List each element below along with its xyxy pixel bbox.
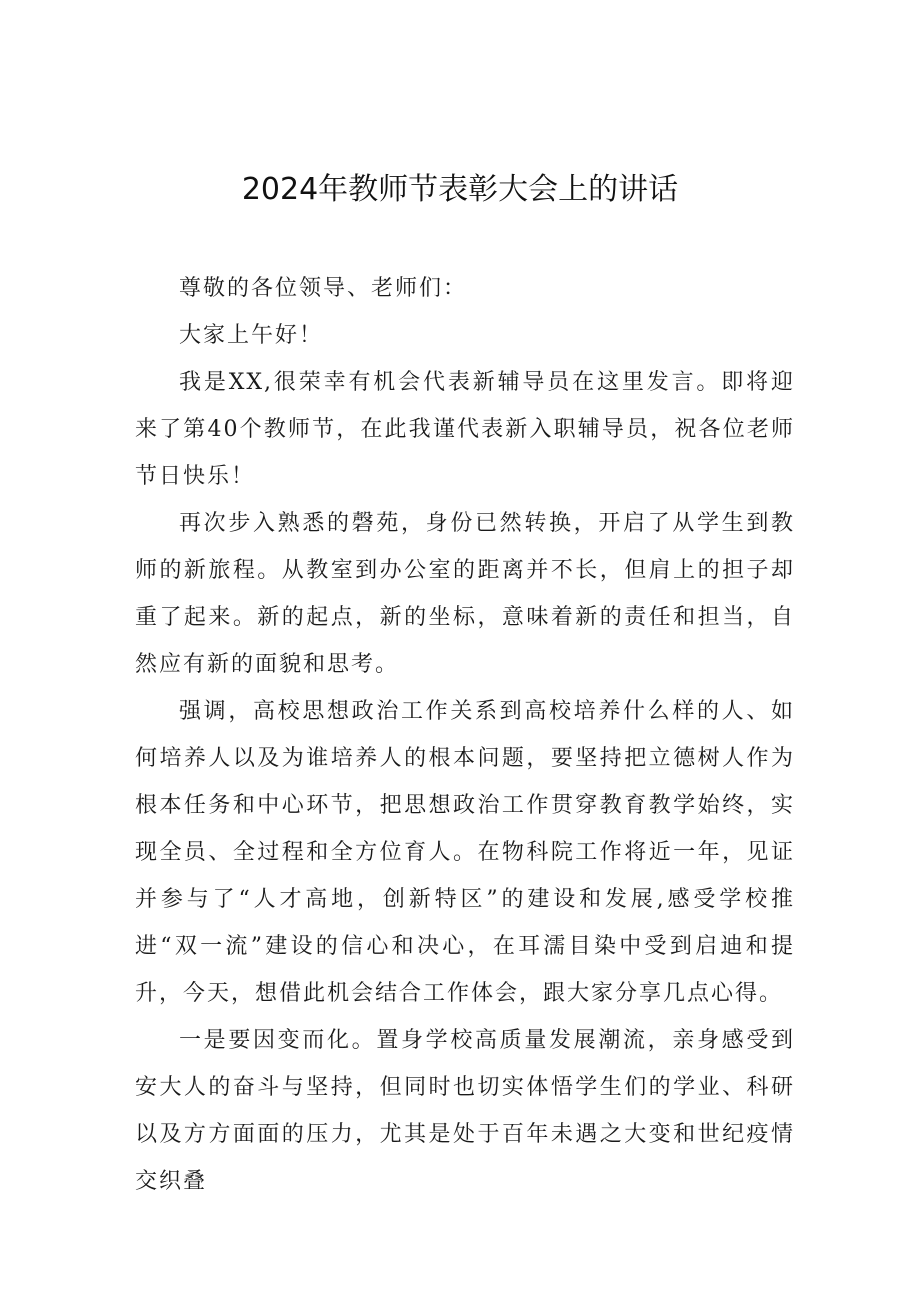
paragraph: 强调，高校思想政治工作关系到高校培养什么样的人、如何培养人以及为谁培养人的根本问题，要坚持把立德树人作为根本任务和中心环节，把思想政治工作贯穿教育教学始终，实现全员、全过程和全方位育人。在物科院工作将近一年，见证并参与了“人才高地，创新特区”的建设和发展,感受学校推进“双一流”建设的信心和决心，在耳濡目染中受到启迪和提升，今天，想借此机会结合工作体会，跟大家分享几点心得。 xyxy=(135,699,795,1006)
paragraph: 我是XX,很荣幸有机会代表新辅导员在这里发言。即将迎来了第40个教师节，在此我谨代表新入职辅导员，祝各位老师节日快乐！ xyxy=(135,370,795,489)
salutation: 尊敬的各位领导、老师们： xyxy=(179,276,468,301)
paragraph: 再次步入熟悉的磬苑，身份已然转换，开启了从学生到教师的新旅程。从教室到办公室的距离并不长，但肩上的担子却重了起来。新的起点，新的坐标，意味着新的责任和担当，自然应有新的面貌和思考。 xyxy=(135,511,795,677)
paragraph: 一是要因变而化。置身学校高质量发展潮流，亲身感受到安大人的奋斗与坚持，但同时也切实体悟学生们的学业、科研以及方方面面的压力，尤其是处于百年未遇之大变和世纪疫情交织叠 xyxy=(135,1028,795,1194)
document-title: 2024年教师节表彰大会上的讲话 xyxy=(241,172,679,207)
document-body xyxy=(135,265,795,1205)
greeting: 大家上午好！ xyxy=(179,323,324,348)
